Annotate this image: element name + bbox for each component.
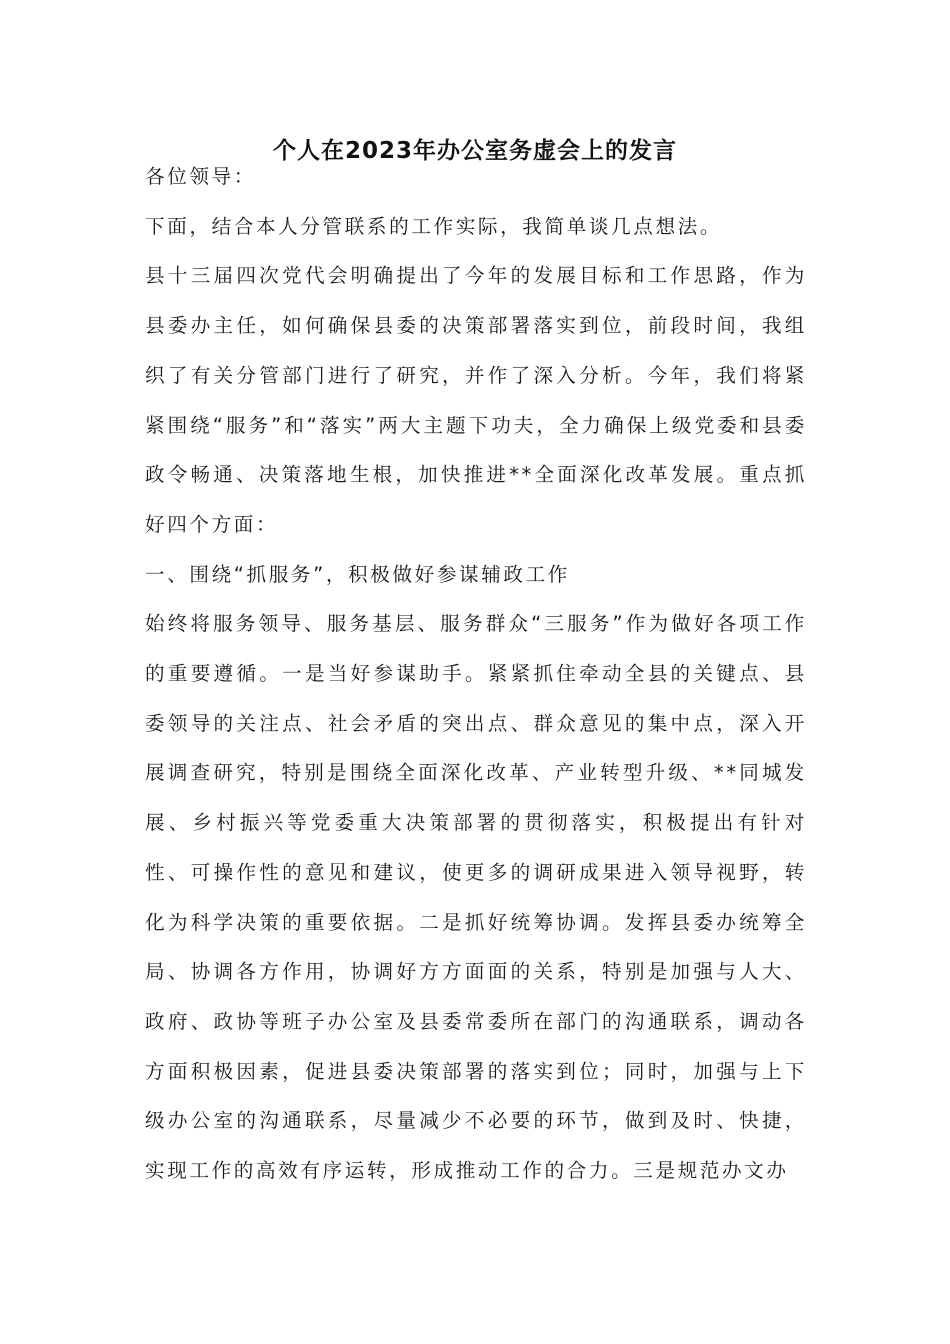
paragraph-overview: 县十三届四次党代会明确提出了今年的发展目标和工作思路，作为县委办主任，如何确保县委的决策部署落实到位，前段时间，我组织了有关分管部门进行了研究，并作了深入分析。今年，我们将紧紧围绕“服务”和“落实”两大主题下功夫，全力确保上级党委和县委政令畅通、决策落地生根，加快推进**全面深化改革发展。重点抓好四个方面： — [145, 264, 807, 536]
document-body — [145, 152, 807, 1196]
salutation: 各位领导： — [145, 165, 256, 188]
paragraph-section-1: 始终将服务领导、服务基层、服务群众“三服务”作为做好各项工作的重要遵循。一是当好参谋助手。紧紧抓住牵动全县的关键点、县委领导的关注点、社会矛盾的突出点、群众意见的集中点，深入开展调查研究，特别是围绕全面深化改革、产业转型升级、**同城发展、乡村振兴等党委重大决策部署的贯彻落实，积极提出有针对性、可操作性的意见和建议，使更多的调研成果进入领导视野，转化为科学决策的重要依据。二是抓好统筹协调。发挥县委办统筹全局、协调各方作用，协调好方方面面的关系，特别是加强与人大、政府、政协等班子办公室及县委常委所在部门的沟通联系，调动各方面积极因素，促进县委决策部署的落实到位；同时，加强与上下级办公室的沟通联系，尽量减少不必要的环节，做到及时、快捷，实现工作的高效有序运转，形成推动工作的合力。三是规范办文办 — [145, 612, 807, 1183]
document-title: 个人在2023年办公室务虚会上的发言 — [272, 138, 677, 164]
paragraph-intro: 下面，结合本人分管联系的工作实际，我简单谈几点想法。 — [145, 214, 723, 238]
section-heading-1: 一、围绕“抓服务”，积极做好参谋辅政工作 — [145, 562, 570, 586]
